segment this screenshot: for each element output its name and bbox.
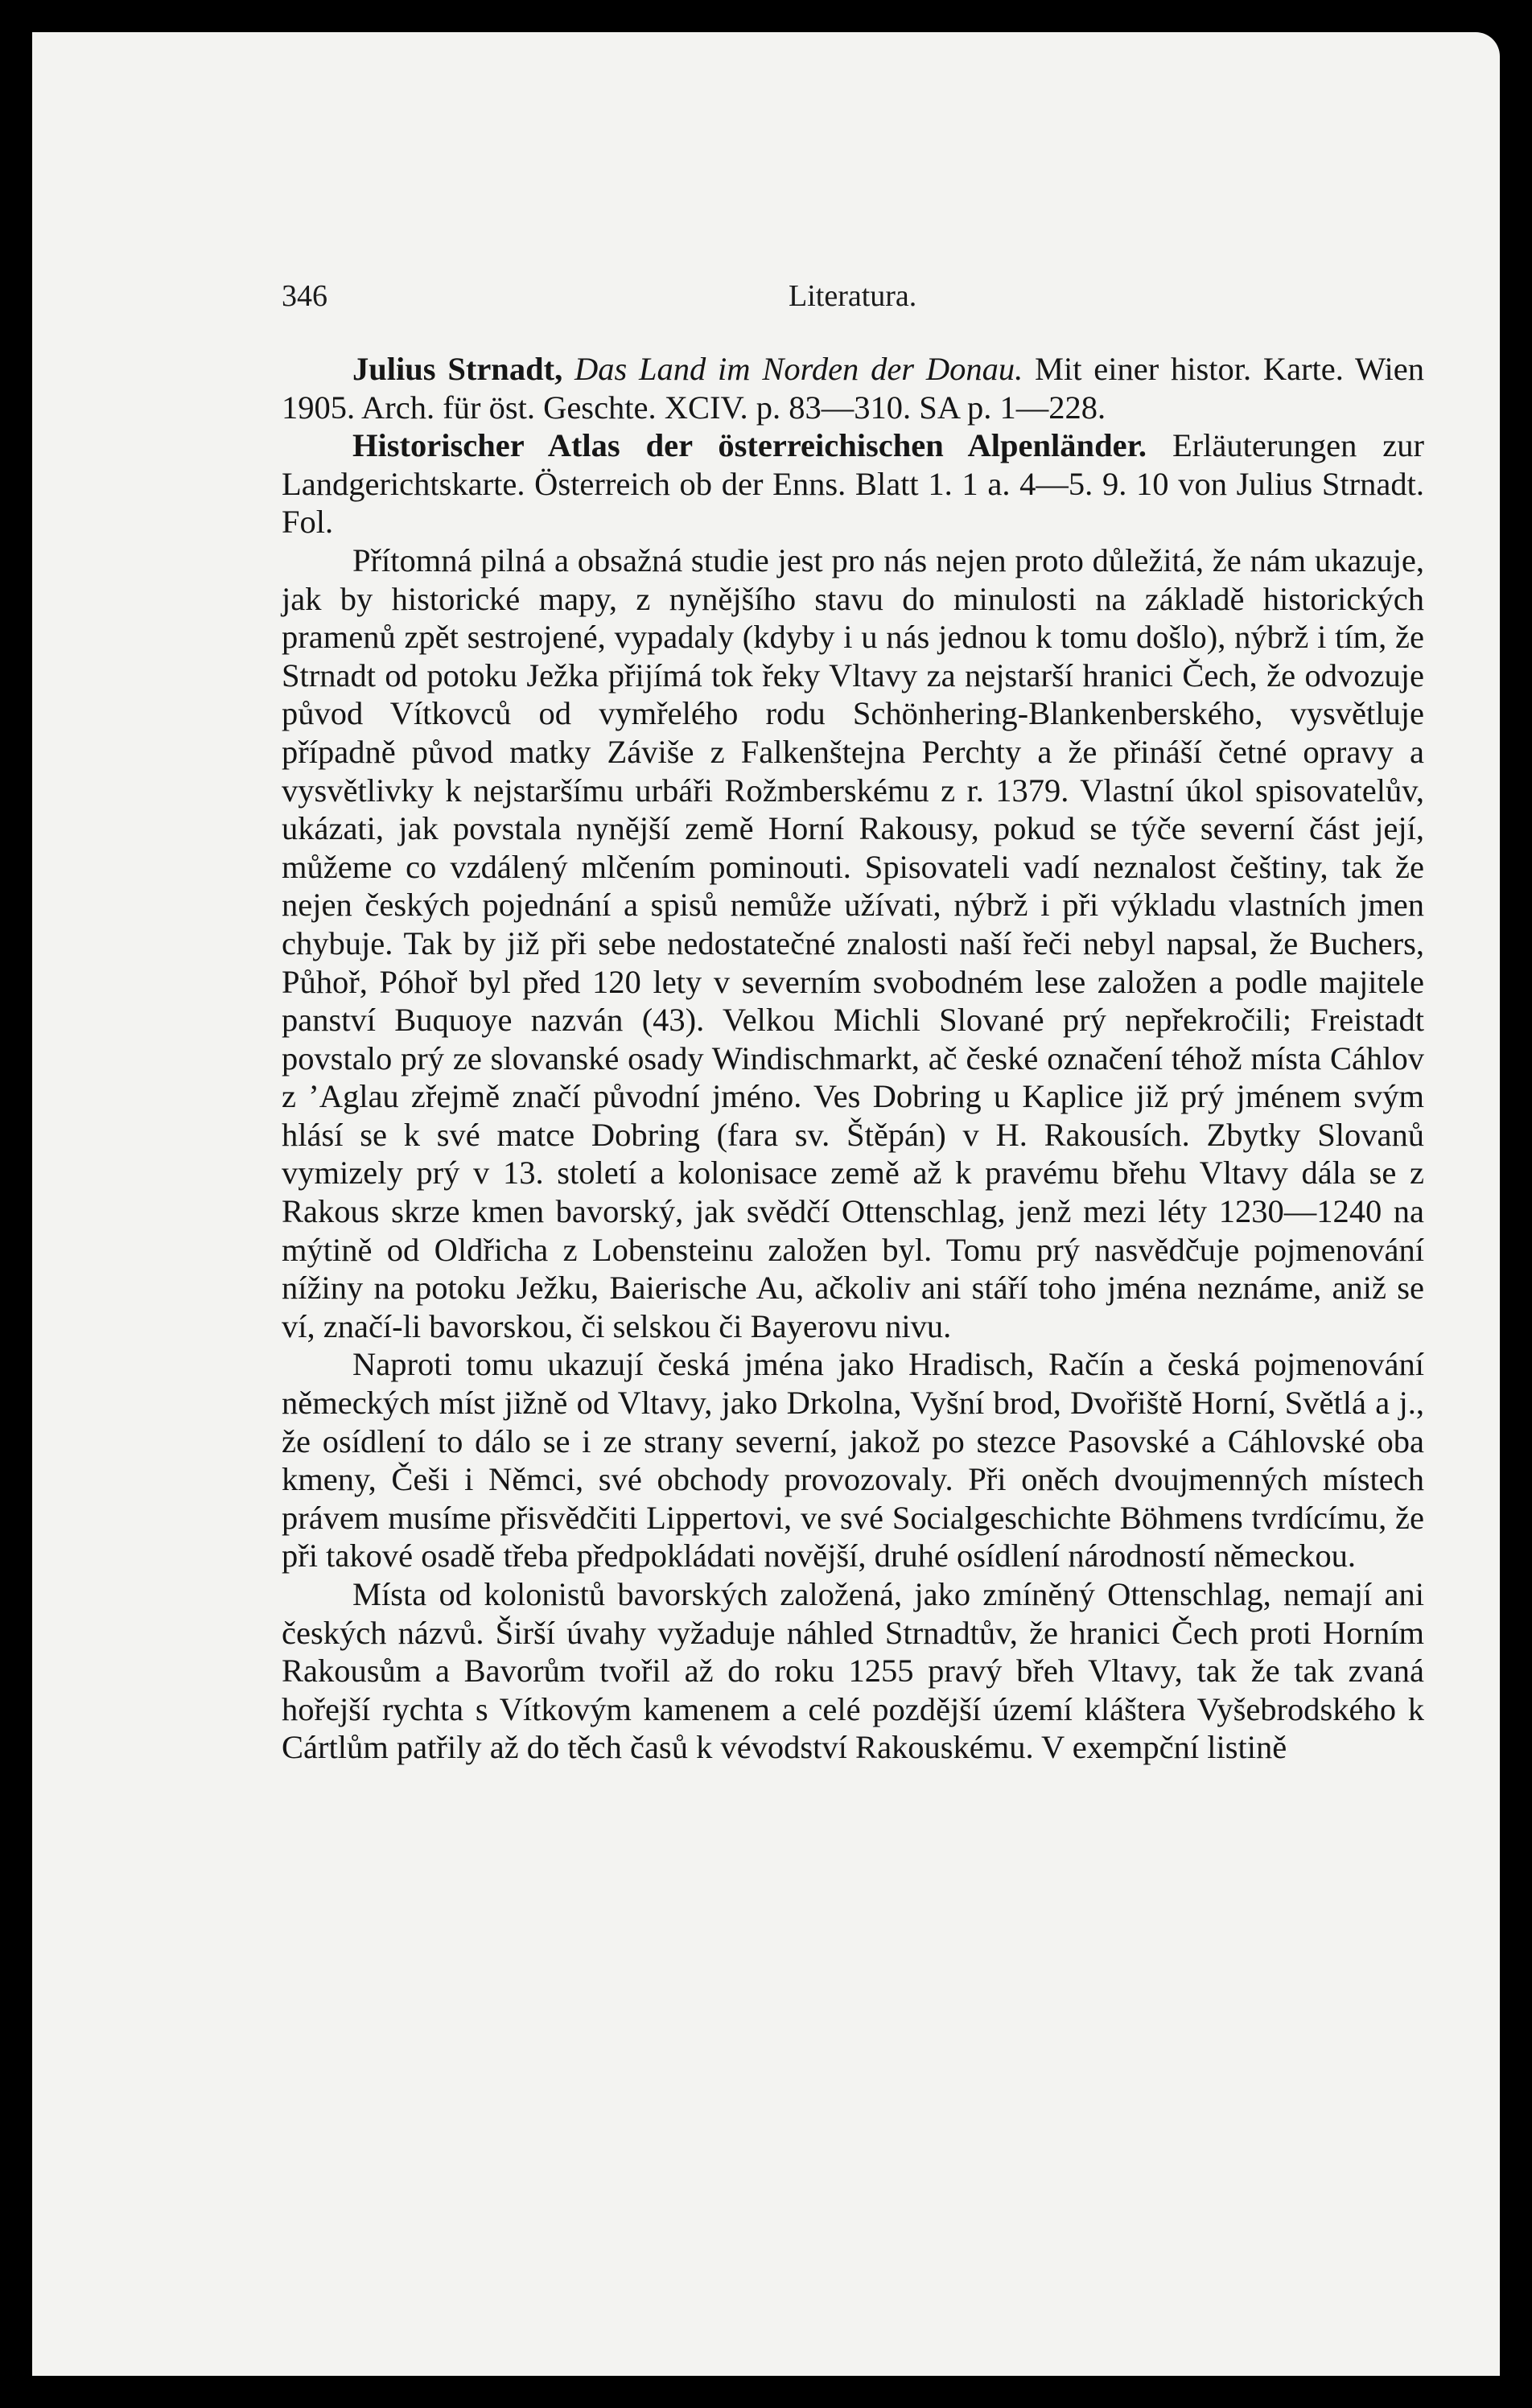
review-paragraph: Naproti tomu ukazují česká jména jako Hradisch, Račín a česká pojmenování německých míst jižně od Vltavy, jako Drkolna, Vyšní brod, Dvořiště Horní, Světlá a j., že osídlení to dálo se i ze strany severní, jakož po stezce Pasovské a Cáhlovské oba kmeny, Češi i Němci, své obchody provozovaly. Při oněch dvoujmenných místech právem musíme přisvědčiti Lippertovi, ve své Socialgeschichte Böhmens tvrdícímu, že při takové osadě třeba předpokládati novější, druhé osídlení národností německou. <box>282 1346 1424 1574</box>
document-page <box>32 32 1500 2376</box>
page-header <box>282 270 1424 319</box>
entry-title: Das Land im Norden der Donau. <box>574 351 1023 387</box>
entry-author: Julius Strnadt, <box>352 351 563 387</box>
body-text <box>282 350 1424 1767</box>
running-title: Literatura. <box>789 279 917 313</box>
bibliography-entry-1 <box>282 350 1424 426</box>
entry-details: Erläuterungen zur Landgerichtskarte. Österreich ob der Enns. Blatt 1. 1 a. 4—5. 9. 10 von Julius Strnadt. Fol. <box>282 427 1425 541</box>
bibliography-entry-2 <box>282 426 1424 541</box>
review-paragraph: Místa od kolonistů bavorských založená, jako zmíněný Ottenschlag, nemají ani českých názvů. Širší úvahy vyžaduje náhled Strnadtův, že hranici Čech proti Horním Rakousům a Bavorům tvořil až do roku 1255 pravý břeh Vltavy, tak že tak zvaná hořejší rychta s Vítkovým kamenem a celé pozdější území kláštera Vyšebrodského k Cártlům patřily až do těch časů k vévodství Rakouskému. V exempční listině <box>282 1576 1424 1766</box>
review-paragraph: Přítomná pilná a obsažná studie jest pro nás nejen proto důležitá, že nám ukazuje, jak by historické mapy, z nynějšího stavu do minulosti na základě historických pramenů zpět sestrojené, vypadaly (kdyby i u nás jednou k tomu došlo), nýbrž i tím, že Strnadt od potoku Ježka přijímá tok řeky Vltavy za nejstarší hranici Čech, že odvozuje původ Vítkovců od vymřelého rodu Schönhering-Blankenberského, vysvětluje případně původ matky Záviše z Falkenštejna Perchty a že přináší četné opravy a vysvětlivky k nejstaršímu urbáři Rožmberskému z r. 1379. Vlastní úkol spisovatelův, ukázati, jak povstala nynější země Horní Rakousy, pokud se týče severní část její, můžeme co vzdálený mlčením pominouti. Spisovateli vadí neznalost češtiny, tak že nejen českých pojednání a spisů nemůže užívati, nýbrž i při výkladu vlastních jmen chybuje. Tak by již při sebe nedostatečné znalosti naší řeči nebyl napsal, že Buchers, Půhoř, Póhoř byl před 120 lety v severním svobodném lese založen a podle majitele panství Buquoye nazván (43). Velkou Michli Slované prý nepřekročili; Freistadt povstalo prý ze slovanské osady Windischmarkt, ač české označení téhož místa Cáhlov z ’Aglau zřejmě značí původní jméno. Ves Dobring u Kaplice již prý jménem svým hlásí se k své matce Dobring (fara sv. Štěpán) v H. Rakousích. Zbytky Slovanů vymizely prý v 13. století a kolonisace země až k pravému břehu Vltavy dála se z Rakous skrze kmen bavorský, jak svědčí Ottenschlag, jenž mezi léty 1230—1240 na mýtině od Oldřicha z Lobensteinu založen byl. Tomu prý nasvědčuje pojmenování nížiny na potoku Ježku, Baierische Au, ačkoliv ani stáří toho jména neznáme, aniž se ví, značí-li bavorskou, či selskou či Bayerovu nivu. <box>282 541 1424 1344</box>
entry-title: Historischer Atlas der österreichischen Alpenländer. <box>352 427 1147 464</box>
page-number: 346 <box>282 279 327 313</box>
entry-details: Mit einer histor. Karte. Wien 1905. Arch. für öst. Geschte. XCIV. p. 83—310. SA p. 1—228. <box>282 351 1425 426</box>
